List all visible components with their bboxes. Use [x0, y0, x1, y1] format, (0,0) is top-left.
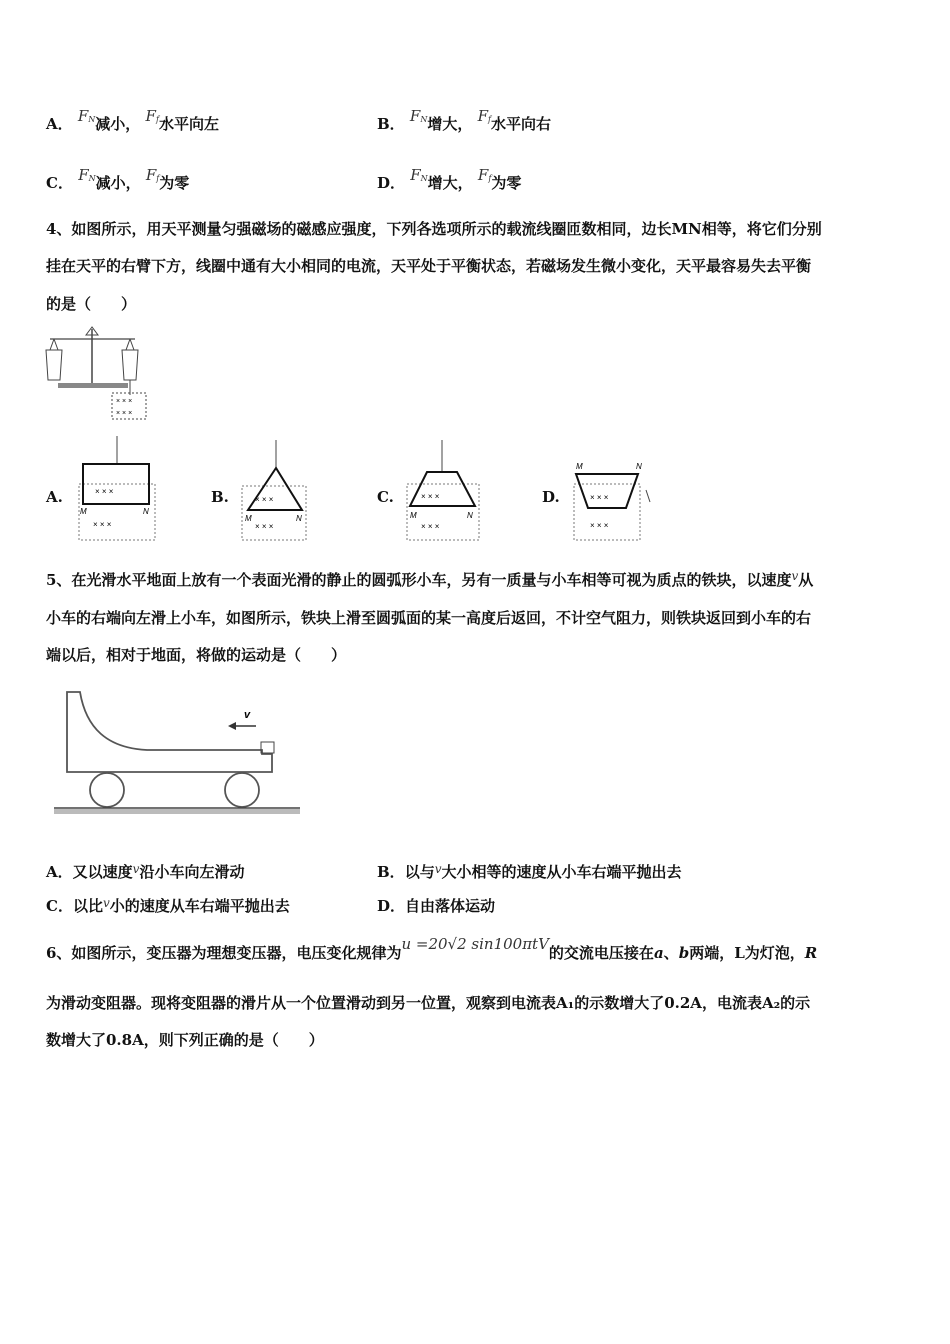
option-text: 增大，: [427, 115, 473, 133]
resistor-symbol: R: [804, 944, 818, 962]
field-marks: × × ×: [421, 522, 440, 531]
field-marks: × × ×: [255, 522, 274, 531]
terminal-b: b: [678, 944, 690, 962]
field-marks: × × ×: [590, 493, 609, 502]
field-marks: × × ×: [255, 495, 274, 504]
option-text: 减小，: [95, 174, 141, 192]
option-label: C．: [46, 897, 73, 915]
option-text: 增大，: [427, 174, 473, 192]
separator: 、: [663, 944, 679, 962]
velocity-symbol: v: [791, 569, 799, 583]
q4-coil-a[interactable]: [75, 436, 160, 544]
velocity-symbol: v: [132, 862, 140, 876]
left-wheel: [90, 773, 124, 807]
q6-stem-line2: 为滑动变阻器。现将变阻器的滑片从一个位置滑动到另一位置，观察到电流表A₁的示数增大了0.2A，电流表A₂的示: [46, 994, 811, 1012]
force-symbol: FN: [78, 166, 96, 184]
force-symbol: FN: [409, 107, 428, 125]
force-symbol: FN: [410, 166, 428, 184]
stem-text: 6、如图所示，变压器为理想变压器，电压变化规律为: [46, 944, 402, 962]
option-text: 大小相等的速度从小车右端平抛出去: [441, 863, 682, 881]
right-wheel: [225, 773, 259, 807]
force-symbol: Ff: [477, 166, 492, 184]
velocity-label: v: [244, 709, 251, 721]
option-text: 又以速度: [72, 863, 133, 881]
stem-text: 两端，L为灯泡，: [689, 944, 805, 962]
option-text: 以比: [72, 897, 103, 915]
q4-option-b-label[interactable]: B.: [211, 488, 229, 506]
field-region: [242, 486, 306, 540]
option-text: 自由落体运动: [405, 897, 496, 915]
force-symbol: Ff: [145, 107, 159, 125]
q6-stem-line3: 数增大了0.8A，则下列正确的是（ ）: [46, 1031, 324, 1049]
option-text: 水平向右: [490, 115, 551, 133]
option-text: 沿小车向左滑动: [139, 863, 245, 881]
option-label: A．: [46, 863, 73, 881]
label-n: N: [296, 514, 302, 523]
ground-hatch: [54, 809, 300, 814]
force-symbol: Ff: [477, 107, 491, 125]
option-label: C．: [46, 174, 73, 192]
q3-option-b[interactable]: [377, 107, 551, 133]
q4-stem-line3: 的是（ ）: [46, 295, 137, 313]
q4-coil-d[interactable]: [570, 458, 660, 544]
option-text: 减小，: [95, 115, 141, 133]
balance-base: [58, 383, 128, 388]
coil-inverted-trapezoid: [576, 474, 638, 508]
velocity-symbol: v: [434, 862, 442, 876]
option-label: B．: [377, 863, 405, 881]
q4-stem-line1: 4、如图所示，用天平测量匀强磁场的磁感应强度，下列各选项所示的载流线圈匝数相同，边长MN相等，将它们分别: [46, 220, 822, 238]
q5-stem-line3: 端以后，相对于地面，将做的运动是（ ）: [46, 646, 347, 664]
q5-option-d[interactable]: [377, 899, 495, 914]
option-text: 水平向左: [158, 115, 219, 133]
cart-figure: [52, 688, 302, 818]
label-n: N: [143, 507, 149, 516]
q3-option-c[interactable]: [46, 166, 190, 192]
option-label: D．: [377, 174, 406, 192]
label-n: N: [467, 511, 473, 520]
option-text: 为零: [491, 174, 522, 192]
q4-option-c-label[interactable]: C.: [377, 488, 394, 506]
option-text: 小的速度从车右端平抛出去: [109, 897, 290, 915]
q5-option-a[interactable]: [46, 862, 245, 881]
force-symbol: FN: [77, 107, 96, 125]
field-marks: × × ×: [95, 487, 114, 496]
option-label: A．: [46, 115, 73, 133]
stem-text: 的交流电压接在: [548, 944, 654, 962]
left-pan: [46, 339, 62, 380]
label-m: M: [410, 511, 417, 520]
label-m: M: [80, 507, 87, 516]
q4-option-a-label[interactable]: A.: [46, 488, 63, 506]
field-marks: × × ×: [116, 398, 133, 405]
terminal-a: a: [653, 944, 664, 962]
option-text: 为零: [159, 174, 190, 192]
option-label: B．: [377, 115, 405, 133]
q4-stem-line2: 挂在天平的右臂下方，线圈中通有大小相同的电流，天平处于平衡状态，若磁场发生微小变化，天平最容易失去平衡: [46, 257, 812, 275]
q5-stem-line1: [46, 569, 814, 589]
option-label: D．: [377, 897, 406, 915]
field-marks: × × ×: [590, 521, 609, 530]
voltage-formula: u =20√2 sin100πtV: [401, 935, 549, 953]
right-pan: [122, 339, 138, 380]
q5-option-c[interactable]: [46, 896, 290, 915]
cart-body: [67, 692, 272, 772]
q4-coil-b[interactable]: [240, 440, 310, 544]
label-m: M: [245, 514, 252, 523]
q5-stem-line2: 小车的右端向左滑上小车，如图所示，铁块上滑至圆弧面的某一高度后返回，不计空气阻力，则铁块返回到小车的右: [46, 609, 812, 627]
q5-option-b[interactable]: [377, 862, 682, 881]
iron-block: [261, 742, 274, 753]
arrow-head-icon: [228, 722, 236, 730]
balance-figure: [40, 325, 152, 423]
hang-wire: [646, 490, 650, 502]
velocity-symbol: v: [102, 896, 110, 910]
q4-option-d-label[interactable]: D.: [542, 488, 560, 506]
q3-option-a[interactable]: [46, 107, 219, 133]
label-m: M: [576, 462, 583, 471]
stem-text: 5、在光滑水平地面上放有一个表面光滑的静止的圆弧形小车，另有一质量与小车相等可视为质点的铁块，以速度: [46, 571, 792, 589]
field-marks: × × ×: [116, 410, 133, 417]
force-symbol: Ff: [145, 166, 160, 184]
field-marks: × × ×: [93, 520, 112, 529]
q3-option-d[interactable]: [377, 166, 522, 192]
stem-text: 从: [798, 571, 814, 589]
label-n: N: [636, 462, 642, 471]
q4-coil-c[interactable]: [405, 440, 483, 544]
option-text: 以与: [404, 863, 435, 881]
coil-trapezoid: [410, 472, 475, 506]
field-marks: × × ×: [421, 492, 440, 501]
q6-stem-line1: [46, 935, 818, 962]
